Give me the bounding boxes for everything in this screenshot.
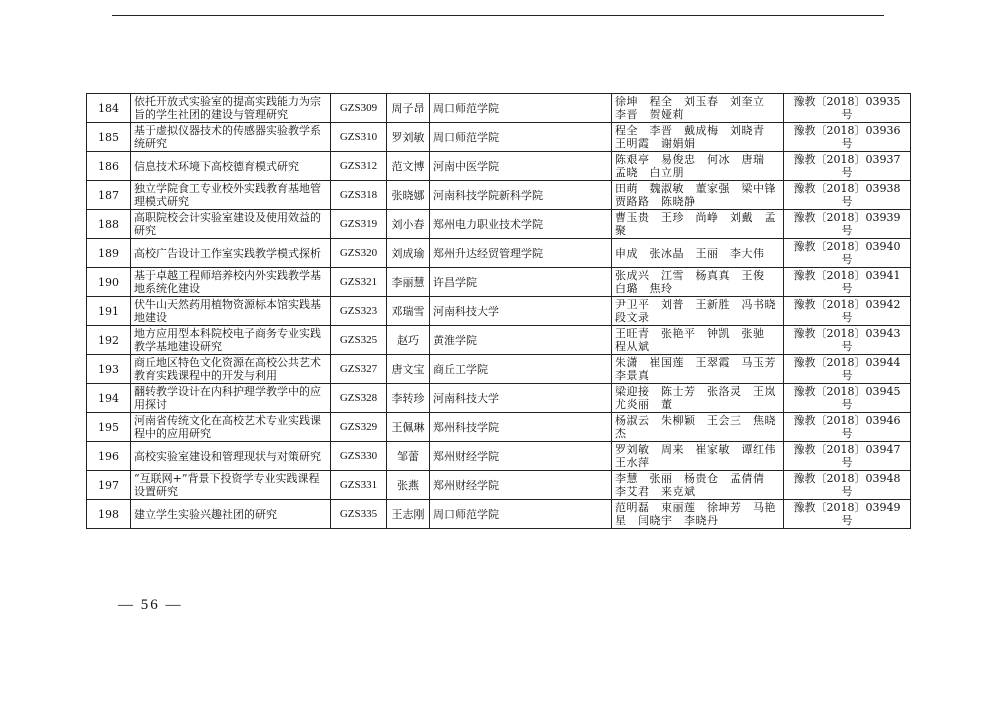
row-number: 186 [87, 152, 131, 181]
approval-number: 豫教〔2018〕03939 号 [784, 210, 911, 239]
project-code: GZS318 [331, 181, 387, 210]
table-row [87, 181, 911, 210]
project-code: GZS329 [331, 413, 387, 442]
row-number: 195 [87, 413, 131, 442]
project-leader: 张晓娜 [387, 181, 430, 210]
team-members: 杨淑云 朱柳颖 王会三 焦晓杰 [612, 413, 784, 442]
row-number: 196 [87, 442, 131, 471]
project-code: GZS323 [331, 297, 387, 326]
project-code: GZS309 [331, 94, 387, 123]
approval-number: 豫教〔2018〕03940 号 [784, 239, 911, 268]
table-row [87, 152, 911, 181]
project-leader: 罗刘敏 [387, 123, 430, 152]
project-title: 翻转教学设计在内科护理学教学中的应用探讨 [131, 384, 331, 413]
approval-number: 豫教〔2018〕03935 号 [784, 94, 911, 123]
approval-number: 豫教〔2018〕03941 号 [784, 268, 911, 297]
team-members: 王旺青 张艳平 钟凯 张驰 程从斌 [612, 326, 784, 355]
project-leader: 唐文宝 [387, 355, 430, 384]
row-number: 194 [87, 384, 131, 413]
row-number: 193 [87, 355, 131, 384]
approval-number: 豫教〔2018〕03948 号 [784, 471, 911, 500]
team-members: 田萌 魏淑敏 董家强 梁中锋 贾路路 陈晓静 [612, 181, 784, 210]
team-members: 朱潇 崔国莲 王翠霞 马玉芳 李景真 [612, 355, 784, 384]
project-title: 信息技术环境下高校德育模式研究 [131, 152, 331, 181]
table-row [87, 355, 911, 384]
table-row [87, 384, 911, 413]
table-row [87, 123, 911, 152]
page-number: — 56 — [118, 597, 183, 613]
institution: 郑州升达经贸管理学院 [430, 239, 612, 268]
row-number: 198 [87, 500, 131, 529]
project-code: GZS310 [331, 123, 387, 152]
project-title: 建立学生实验兴趣社团的研究 [131, 500, 331, 529]
project-title: 高校广告设计工作室实践教学模式探析 [131, 239, 331, 268]
table-row [87, 94, 911, 123]
project-leader: 范文博 [387, 152, 430, 181]
project-code: GZS312 [331, 152, 387, 181]
table-row [87, 239, 911, 268]
table-body [87, 94, 911, 529]
approval-number: 豫教〔2018〕03942 号 [784, 297, 911, 326]
project-leader: 邓瑞雪 [387, 297, 430, 326]
team-members: 李慧 张丽 杨贵仓 孟倩倩 李艾君 来克斌 [612, 471, 784, 500]
approval-number: 豫教〔2018〕03949 号 [784, 500, 911, 529]
table-row [87, 471, 911, 500]
table-row [87, 442, 911, 471]
approval-number: 豫教〔2018〕03938 号 [784, 181, 911, 210]
institution: 郑州科技学院 [430, 413, 612, 442]
project-title: 基于卓越工程师培养校内外实践教学基地系统化建设 [131, 268, 331, 297]
team-members: 张成兴 江雪 杨真真 王俊 白璐 焦玲 [612, 268, 784, 297]
project-title: 地方应用型本科院校电子商务专业实践教学基地建设研究 [131, 326, 331, 355]
project-leader: 王志刚 [387, 500, 430, 529]
project-leader: 周子昂 [387, 94, 430, 123]
project-code: GZS328 [331, 384, 387, 413]
table-row [87, 326, 911, 355]
project-code: GZS335 [331, 500, 387, 529]
team-members: 申成 张冰晶 王丽 李大伟 [612, 239, 784, 268]
project-code: GZS319 [331, 210, 387, 239]
project-leader: 刘小春 [387, 210, 430, 239]
project-code: GZS327 [331, 355, 387, 384]
approval-number: 豫教〔2018〕03936 号 [784, 123, 911, 152]
approval-number: 豫教〔2018〕03943 号 [784, 326, 911, 355]
project-title: 依托开放式实验室的提高实践能力为宗旨的学生社团的建设与管理研究 [131, 94, 331, 123]
project-title: 基于虚拟仪器技术的传感器实验教学系统研究 [131, 123, 331, 152]
project-leader: 张燕 [387, 471, 430, 500]
approval-number: 豫教〔2018〕03944 号 [784, 355, 911, 384]
institution: 许昌学院 [430, 268, 612, 297]
row-number: 188 [87, 210, 131, 239]
row-number: 192 [87, 326, 131, 355]
row-number: 190 [87, 268, 131, 297]
project-title: 独立学院食工专业校外实践教育基地管理模式研究 [131, 181, 331, 210]
project-title: 伏牛山天然药用植物资源标本馆实践基地建设 [131, 297, 331, 326]
institution: 河南科技大学 [430, 297, 612, 326]
approval-number: 豫教〔2018〕03947 号 [784, 442, 911, 471]
institution: 郑州财经学院 [430, 442, 612, 471]
project-code: GZS320 [331, 239, 387, 268]
project-title: “互联网+”背景下投资学专业实践课程设置研究 [131, 471, 331, 500]
project-leader: 王佩琳 [387, 413, 430, 442]
table-row [87, 413, 911, 442]
project-leader: 李转珍 [387, 384, 430, 413]
row-number: 185 [87, 123, 131, 152]
institution: 河南中医学院 [430, 152, 612, 181]
table-row [87, 268, 911, 297]
row-number: 187 [87, 181, 131, 210]
team-members: 范明磊 束丽莲 徐坤芳 马艳星 闫晓宇 李晓丹 [612, 500, 784, 529]
table-row [87, 210, 911, 239]
approval-number: 豫教〔2018〕03946 号 [784, 413, 911, 442]
project-title: 高校实验室建设和管理现状与对策研究 [131, 442, 331, 471]
approval-number: 豫教〔2018〕03945 号 [784, 384, 911, 413]
header-rule [112, 15, 884, 16]
team-members: 徐坤 程全 刘玉春 刘奎立 李晋 贺娅莉 [612, 94, 784, 123]
team-members: 尹卫平 刘普 王新胜 冯书晓 段文录 [612, 297, 784, 326]
row-number: 191 [87, 297, 131, 326]
project-code: GZS331 [331, 471, 387, 500]
project-title: 商丘地区特色文化资源在高校公共艺术教育实践课程中的开发与利用 [131, 355, 331, 384]
project-title: 高职院校会计实验室建设及使用效益的研究 [131, 210, 331, 239]
institution: 郑州电力职业技术学院 [430, 210, 612, 239]
institution: 周口师范学院 [430, 123, 612, 152]
approval-number: 豫教〔2018〕03937 号 [784, 152, 911, 181]
institution: 商丘工学院 [430, 355, 612, 384]
institution: 郑州财经学院 [430, 471, 612, 500]
institution: 河南科技学院新科学院 [430, 181, 612, 210]
team-members: 程全 李晋 戴成梅 刘晓青 王明霞 谢娟娟 [612, 123, 784, 152]
row-number: 184 [87, 94, 131, 123]
project-table [86, 93, 911, 529]
team-members: 梁迎接 陈士芳 张洛灵 王岚 尤炎丽 董 [612, 384, 784, 413]
row-number: 197 [87, 471, 131, 500]
team-members: 曹玉贵 王珍 尚峥 刘戴 孟聚 [612, 210, 784, 239]
table-row [87, 500, 911, 529]
table-row [87, 297, 911, 326]
institution: 周口师范学院 [430, 500, 612, 529]
project-leader: 邹蕾 [387, 442, 430, 471]
institution: 河南科技大学 [430, 384, 612, 413]
project-leader: 赵巧 [387, 326, 430, 355]
project-code: GZS321 [331, 268, 387, 297]
team-members: 陈艰亭 易俊忠 何冰 唐瑞 孟晓 白立朋 [612, 152, 784, 181]
institution: 周口师范学院 [430, 94, 612, 123]
project-code: GZS325 [331, 326, 387, 355]
project-title: 河南省传统文化在高校艺术专业实践课程中的应用研究 [131, 413, 331, 442]
team-members: 罗刘敏 周来 崔家敏 谭红伟 王水萍 [612, 442, 784, 471]
project-code: GZS330 [331, 442, 387, 471]
institution: 黄淮学院 [430, 326, 612, 355]
project-leader: 刘成瑜 [387, 239, 430, 268]
row-number: 189 [87, 239, 131, 268]
project-leader: 李丽慧 [387, 268, 430, 297]
